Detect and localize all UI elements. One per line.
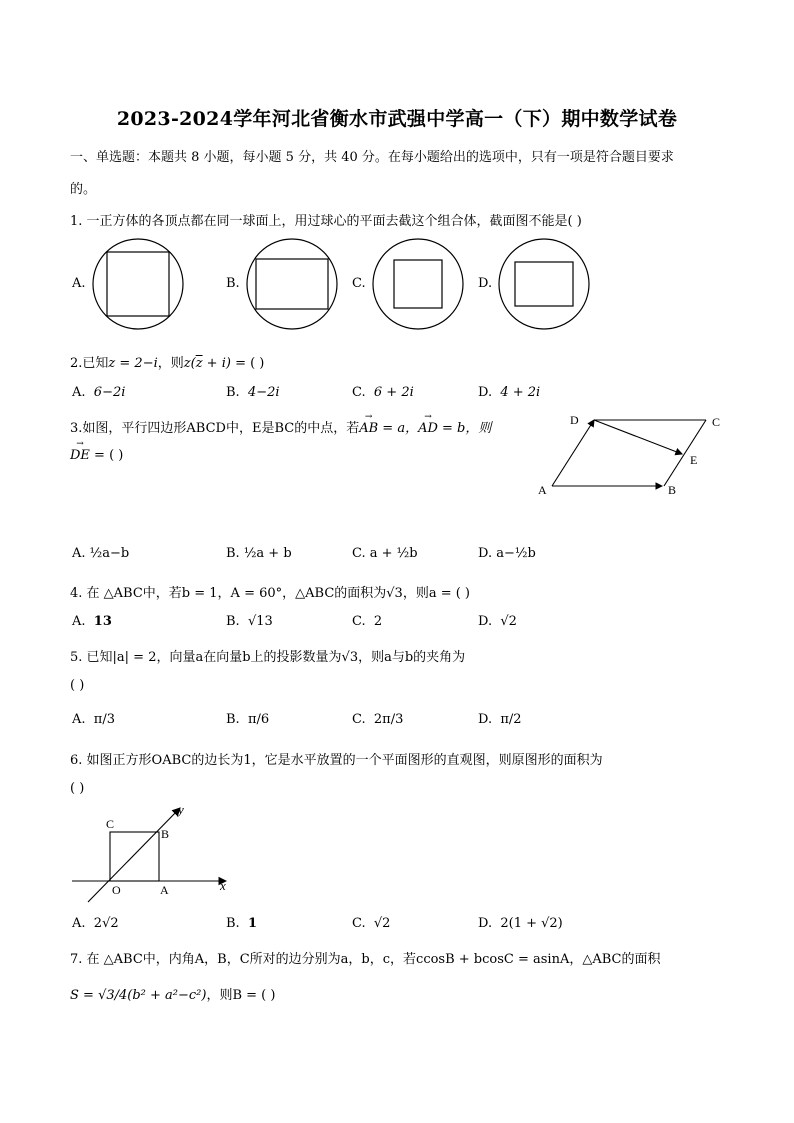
q4-option-c: C. 2 xyxy=(352,614,383,629)
q3-option-c: C. a + ½b xyxy=(352,546,418,561)
q3-vector-ab: → AB xyxy=(359,421,378,436)
q2-option-b: B. 4−2i xyxy=(226,385,280,400)
q6-label-a: A xyxy=(160,883,169,897)
exam-title: 2023-2024学年河北省衡水市武强中学高一（下）期中数学试卷 xyxy=(116,108,678,130)
q6-label-b: B xyxy=(161,827,170,841)
q2-option-d: D. 4 + 2i xyxy=(478,385,541,400)
q6-stem-line2: ( ) xyxy=(70,781,85,796)
q5-option-c: C. 2π/3 xyxy=(352,712,404,727)
q2-stem-post: = ( ) xyxy=(230,356,265,371)
q7-stem-line2 xyxy=(70,984,275,1003)
q1-figure-c xyxy=(370,236,470,332)
q4-option-a: A. 13 xyxy=(72,614,112,629)
q6-label-x: x xyxy=(220,878,226,893)
q5-stem-line2: ( ) xyxy=(70,678,85,693)
q3-stem-text: 如图，平行四边形ABCD中，E是BC的中点，若 xyxy=(82,421,360,436)
q3-label-c: C xyxy=(712,415,721,429)
q6-label-o: O xyxy=(112,883,121,897)
q6-stem-line1: 6. 如图正方形OABC的边长为1，它是水平放置的一个平面图形的直观图，则原图形的面积为 xyxy=(70,753,603,768)
q5-stem-line1: 5. 已知|a| = 2，向量a在向量b上的投影数量为√3，则a与b的夹角为 xyxy=(70,650,466,665)
q6-oblique-figure xyxy=(70,802,240,904)
q6-label-c: C xyxy=(106,817,115,831)
q1-figure-d xyxy=(496,236,596,332)
q2-stem-pre: 已知 xyxy=(82,356,109,371)
q3-parallelogram-figure xyxy=(534,410,734,500)
q3-option-b: B. ½a + b xyxy=(226,546,292,561)
q3-option-a: A. ½a−b xyxy=(72,546,130,561)
q6-option-c: C. √2 xyxy=(352,916,391,931)
q7-area-formula: S = √3/4(b² + a²−c²) xyxy=(70,988,207,1003)
q4-option-b: B. √13 xyxy=(226,614,273,629)
q3-line2-post: = ( ) xyxy=(89,448,124,463)
q3-label-e: E xyxy=(690,453,698,467)
q7-stem-post: ，则B = ( ) xyxy=(206,988,276,1003)
q2-stem-mid: ，则 xyxy=(157,356,184,371)
q6-label-y: y xyxy=(178,802,184,817)
q2-eq: z = 2−i xyxy=(108,356,158,371)
q3-vector-de: → DE xyxy=(70,448,90,463)
q4-option-d: D. √2 xyxy=(478,614,517,629)
q5-option-a: A. π/3 xyxy=(72,712,115,727)
q1-option-c-label: C. xyxy=(352,276,366,291)
q1-option-d-label: D. xyxy=(478,276,493,291)
q7-stem-line1: 7. 在 △ABC中，内角A，B，C所对的边分别为a，b，c，若ccosB + bcosC = asinA，△ABC的面积 xyxy=(70,952,661,967)
q5-option-b: B. π/6 xyxy=(226,712,270,727)
q3-stem-line1 xyxy=(70,417,491,436)
q3-option-d: D. a−½b xyxy=(478,546,536,561)
q3-eq-a: = a， xyxy=(378,421,419,436)
q3-label-b: B xyxy=(668,483,677,497)
q3-label-a: A xyxy=(538,483,547,497)
q3-label-d: D xyxy=(570,413,579,427)
q6-option-d: D. 2(1 + √2) xyxy=(478,916,563,931)
q1-stem: 1. 一正方体的各顶点都在同一球面上，用过球心的平面去截这个组合体，截面图不能是( ) xyxy=(70,214,582,229)
q2-number: 2. xyxy=(70,356,83,371)
q1-option-a-label: A. xyxy=(72,276,86,291)
q3-stem-line2 xyxy=(70,448,123,463)
q3-number: 3. xyxy=(70,421,83,436)
q4-stem: 4. 在 △ABC中，若b = 1，A = 60°，△ABC的面积为√3，则a = ( ) xyxy=(70,586,470,601)
q1-figure-a xyxy=(90,236,190,332)
q2-option-c: C. 6 + 2i xyxy=(352,385,414,400)
q6-option-b: B. 1 xyxy=(226,916,257,931)
section-header-line1: 一、单选题：本题共 8 小题，每小题 5 分，共 40 分。在每小题给出的选项中，只有一项是符合题目要求 xyxy=(70,150,674,165)
q1-figure-b xyxy=(242,236,342,332)
q6-option-a: A. 2√2 xyxy=(72,916,119,931)
q3-eq-b: = b，则 xyxy=(437,421,492,436)
q5-option-d: D. π/2 xyxy=(478,712,522,727)
q2-option-a: A. 6−2i xyxy=(72,385,126,400)
q2-stem: 2.已知z = 2−i，则$z(\overline{z} + i)$ = ( ) xyxy=(70,356,265,371)
section-header-line2: 的。 xyxy=(70,182,97,197)
q3-vector-ad: → AD xyxy=(418,421,438,436)
q1-option-b-label: B. xyxy=(226,276,240,291)
